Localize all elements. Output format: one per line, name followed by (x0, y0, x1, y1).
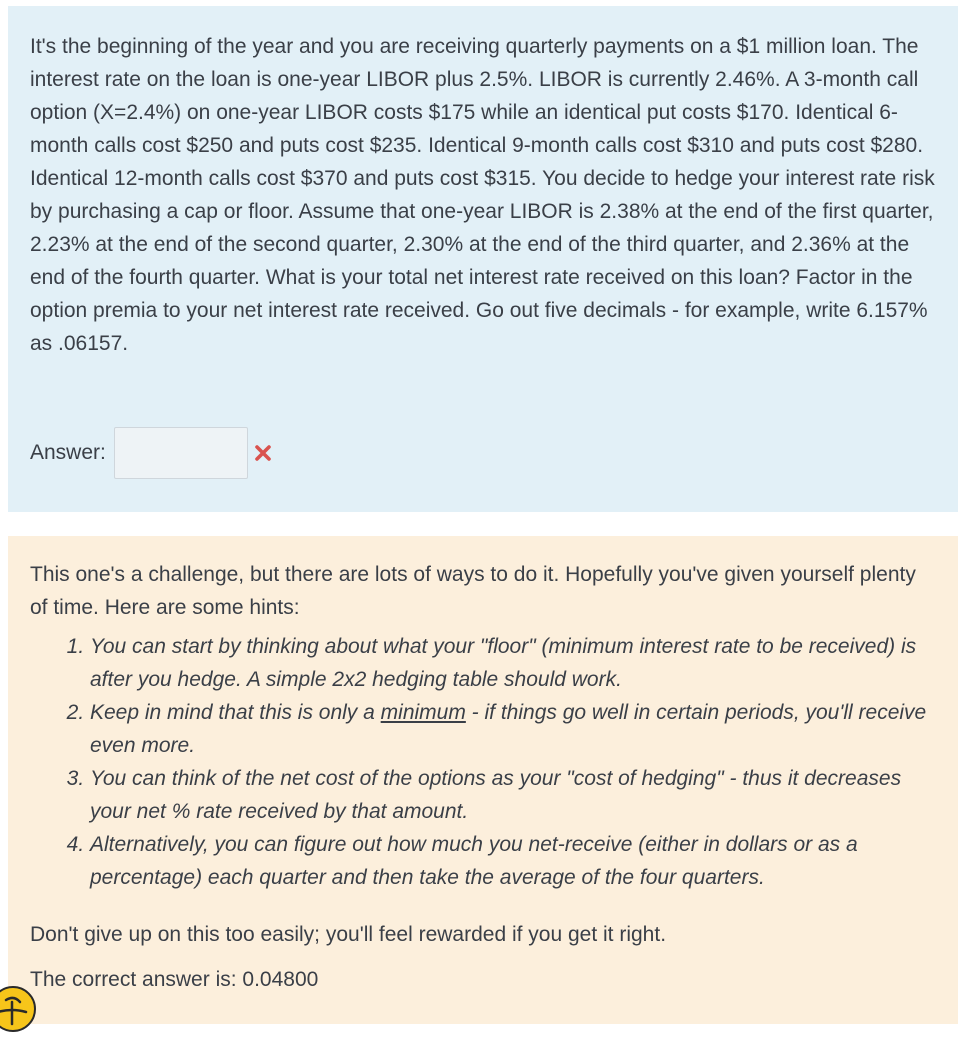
incorrect-x-icon (254, 444, 272, 462)
hint-item (90, 696, 936, 762)
answer-label: Answer: (30, 441, 106, 464)
answer-row (30, 426, 272, 480)
hints-list (30, 630, 936, 894)
moodle-logo-icon (0, 986, 36, 1032)
hint-text: - if things go well in certain periods, you'll receive even more. (90, 701, 927, 757)
hint-item: 3. You can think of the net cost of the options as your "cost of hedging" - thus it decreases your net % rate received by that amount. (90, 762, 936, 828)
question-text: It's the beginning of the year and you are receiving quarterly payments on a $1 million loan. The interest rate on the loan is one-year LIBOR plus 2.5%. LIBOR is currently 2.46%. A 3-month call option (X=2.4%) on one-year LIBOR costs $175 while an identical put costs $170. Identical 6-month calls cost $250 and puts cost $235. Identical 9-month calls cost $310 and puts cost $280. Identical 12-month calls cost $370 and puts cost $315. You decide to hedge your interest rate risk by purchasing a cap or floor. Assume that one-year LIBOR is 2.38% at the end of the first quarter, 2.23% at the end of the second quarter, 2.30% at the end of the third quarter, and 2.36% at the end of the fourth quarter. What is your total net interest rate received on this loan? Factor in the option premia to your net interest rate received. Go out five decimals - for example, write 6.157% as .06157. (30, 35, 935, 355)
encouragement-text: Don't give up on this too easily; you'll feel rewarded if you get it right. (30, 923, 667, 946)
correct-answer-text: The correct answer is: 0.04800 (30, 968, 319, 991)
question-panel (8, 6, 958, 512)
answer-input[interactable] (114, 427, 248, 479)
hint-item: 1. You can start by thinking about what your "floor" (minimum interest rate to be received) is after you hedge. A simple 2x2 hedging table should work. (90, 630, 936, 696)
hint-item: 4. Alternatively, you can figure out how much you net-receive (either in dollars or as a percentage) each quarter and then take the average of the four quarters. (90, 828, 936, 894)
hint-text: Keep in mind that this is only a (90, 701, 381, 724)
feedback-intro: This one's a challenge, but there are lots of ways to do it. Hopefully you've given yourself plenty of time. Here are some hints: (30, 563, 916, 619)
hint-underlined-text: minimum (380, 701, 466, 724)
feedback-panel (8, 536, 958, 1024)
